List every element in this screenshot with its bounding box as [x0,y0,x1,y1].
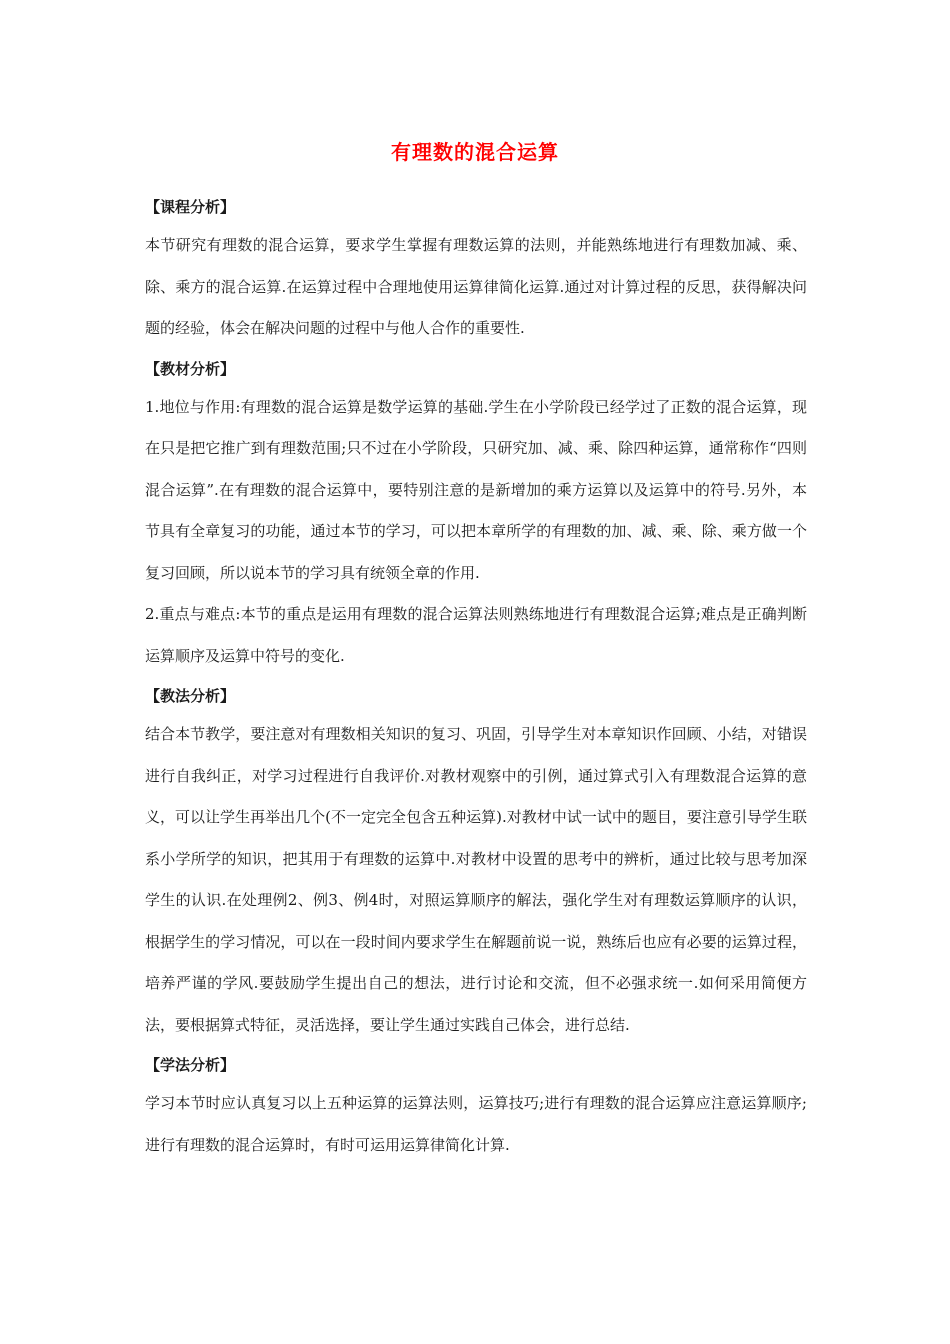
document-title: 有理数的混合运算 [391,140,559,164]
section-course-analysis [145,192,807,350]
section-teaching-method-analysis [145,681,807,1046]
document-body [145,188,807,1166]
paragraph: 结合本节教学，要注意对有理数相关知识的复习、巩固，引导学生对本章知识作回顾、小结，对错误进行自我纠正，对学习过程进行自我评价.对教材观察中的引例，通过算式引入有理数混合运算的意义，可以让学生再举出几个(不一定完全包含五种运算).对教材中试一试中的题目，要注意引导学生联系小学所学的知识，把其用于有理数的运算中.对教材中设置的思考中的辨析，通过比较与思考加深学生的认识.在处理例2、例3、例4时，对照运算顺序的解法，强化学生对有理数运算顺序的认识，根据学生的学习情况，可以在一段时间内要求学生在解题前说一说，熟练后也应有必要的运算过程，培养严谨的学风.要鼓励学生提出自己的想法，进行讨论和交流，但不必强求统一.如何采用简便方法，要根据算式特征，灵活选择，要让学生通过实践自己体会，进行总结. [145,725,807,1034]
paragraph: 2.重点与难点:本节的重点是运用有理数的混合运算法则熟练地进行有理数混合运算;难点是正确判断运算顺序及运算中符号的变化. [145,605,807,665]
section-heading: 【课程分析】 [145,198,236,216]
section-learning-method-analysis [145,1050,807,1166]
paragraph: 学习本节时应认真复习以上五种运算的运算法则，运算技巧;进行有理数的混合运算应注意运算顺序;进行有理数的混合运算时，有时可运用运算律简化计算. [145,1094,807,1154]
section-textbook-analysis [145,354,807,678]
section-heading: 【教法分析】 [145,687,236,705]
section-heading: 【学法分析】 [145,1056,236,1074]
paragraph: 1.地位与作用:有理数的混合运算是数学运算的基础.学生在小学阶段已经学过了正数的混合运算，现在只是把它推广到有理数范围;只不过在小学阶段，只研究加、减、乘、除四种运算，通常称作“四则混合运算”.在有理数的混合运算中，要特别注意的是新增加的乘方运算以及运算中的符号.另外，本节具有全章复习的功能，通过本节的学习，可以把本章所学的有理数的加、减、乘、除、乘方做一个复习回顾，所以说本节的学习具有统领全章的作用. [145,397,807,582]
section-heading: 【教材分析】 [145,359,236,378]
paragraph: 本节研究有理数的混合运算，要求学生掌握有理数运算的法则，并能熟练地进行有理数加减、乘、除、乘方的混合运算.在运算过程中合理地使用运算律简化运算.通过对计算过程的反思，获得解决问题的经验，体会在解决问题的过程中与他人合作的重要性. [145,236,807,337]
